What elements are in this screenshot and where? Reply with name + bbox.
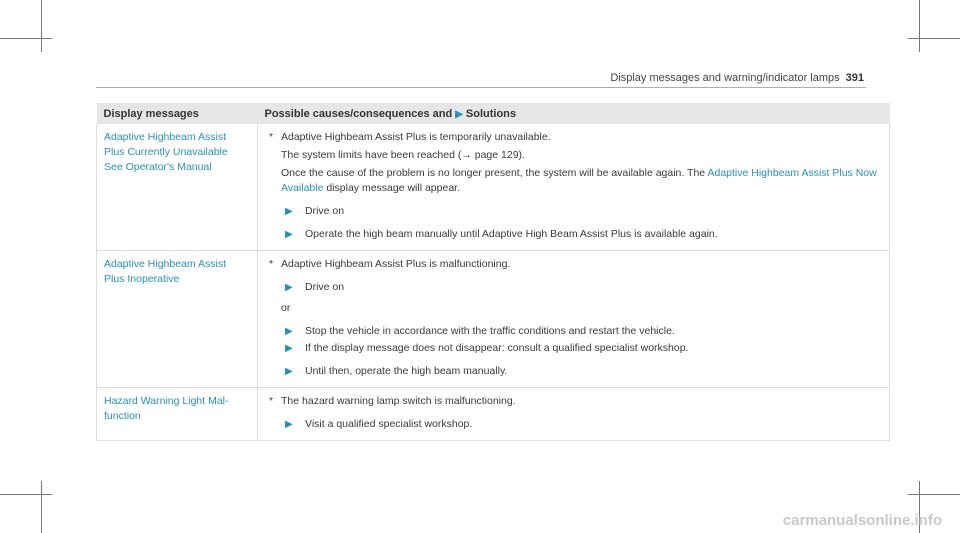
- message-line: Hazard Warning Light Mal-: [104, 395, 229, 407]
- step-text: Drive on: [305, 281, 345, 293]
- step-text: Visit a qualified specialist workshop.: [305, 418, 473, 430]
- play-arrow-icon: ▶: [285, 282, 293, 293]
- play-arrow-icon: ▶: [285, 366, 293, 377]
- message-line: Plus Currently Unavailable: [104, 146, 228, 158]
- message-cell: [97, 124, 258, 251]
- asterisk-icon: *: [269, 131, 274, 143]
- col-header-messages: Display messages: [97, 103, 258, 124]
- message-line: Adaptive Highbeam Assist: [104, 131, 226, 143]
- asterisk-icon: *: [269, 258, 274, 270]
- col-header-solutions: [258, 103, 890, 124]
- solution-cell: [258, 251, 890, 388]
- step: [281, 204, 882, 219]
- step-text: Stop the vehicle in accordance with the traffic conditions and restart the vehicle.: [305, 325, 675, 337]
- step: [281, 227, 882, 242]
- message-line: Adaptive Highbeam Assist: [104, 258, 226, 270]
- step-text: Drive on: [305, 205, 345, 217]
- message-line: Plus Inoperative: [104, 273, 180, 285]
- play-arrow-icon: ▶: [285, 419, 293, 430]
- page-number: 391: [845, 72, 864, 84]
- crop-mark: [0, 494, 52, 495]
- cause: [269, 257, 882, 272]
- running-head: [610, 72, 864, 84]
- cause-text: Adaptive Highbeam Assist Plus is malfunctioning.: [281, 258, 511, 270]
- play-arrow-icon: ▶: [285, 343, 293, 354]
- running-head-title: Display messages and warning/indicator lamps: [610, 72, 840, 84]
- col-header-solutions-label: Solutions: [465, 107, 517, 120]
- play-arrow-icon: ▶: [455, 108, 463, 120]
- crop-mark: [919, 0, 920, 52]
- message-reference: Adaptive Highbeam Assist Plus Now Available: [281, 167, 877, 194]
- detail-text: [281, 166, 882, 196]
- crop-mark: [41, 0, 42, 52]
- step-text: If the display message does not disappear: consult a qualified specialist workshop.: [305, 342, 689, 354]
- step: [281, 364, 882, 379]
- step-text: Until then, operate the high beam manually.: [305, 365, 508, 377]
- step-text: Operate the high beam manually until Adaptive High Beam Assist Plus is available again.: [305, 228, 718, 240]
- table-header-row: [97, 103, 890, 124]
- play-arrow-icon: ▶: [285, 206, 293, 217]
- crop-mark: [41, 481, 42, 533]
- message-cell: [97, 251, 258, 388]
- message-line: See Operator's Manual: [104, 161, 212, 173]
- solution-cell: [258, 388, 890, 441]
- table-row: [97, 388, 890, 441]
- play-arrow-icon: ▶: [285, 229, 293, 240]
- crop-mark: [908, 494, 960, 495]
- watermark: carmanualsonline.info: [782, 512, 942, 529]
- step: [281, 280, 882, 295]
- cause: [269, 394, 882, 409]
- detail-text: The system limits have been reached (→ page 129).: [281, 149, 525, 161]
- play-arrow-icon: ▶: [285, 326, 293, 337]
- detail-text-part: display message will appear.: [326, 182, 460, 194]
- or-text: or: [281, 302, 291, 314]
- crop-mark: [0, 38, 52, 39]
- step: [281, 324, 882, 339]
- step: [281, 341, 882, 356]
- step: [281, 417, 882, 432]
- message-cell: [97, 388, 258, 441]
- asterisk-icon: *: [269, 395, 274, 407]
- cause-text: The hazard warning lamp switch is malfunctioning.: [281, 395, 516, 407]
- display-messages-table: [96, 103, 890, 441]
- col-header-causes-label: Possible causes/consequences and: [264, 107, 453, 120]
- message-line: function: [104, 410, 141, 422]
- crop-mark: [908, 38, 960, 39]
- cause: [269, 130, 882, 145]
- table-row: [97, 251, 890, 388]
- detail-text-part: Once the cause of the problem is no longer present, the system will be available again. The: [281, 167, 706, 179]
- solution-cell: [258, 124, 890, 251]
- header-rule: [96, 87, 866, 88]
- table-row: [97, 124, 890, 251]
- cause-text: Adaptive Highbeam Assist Plus is temporarily unavailable.: [281, 131, 551, 143]
